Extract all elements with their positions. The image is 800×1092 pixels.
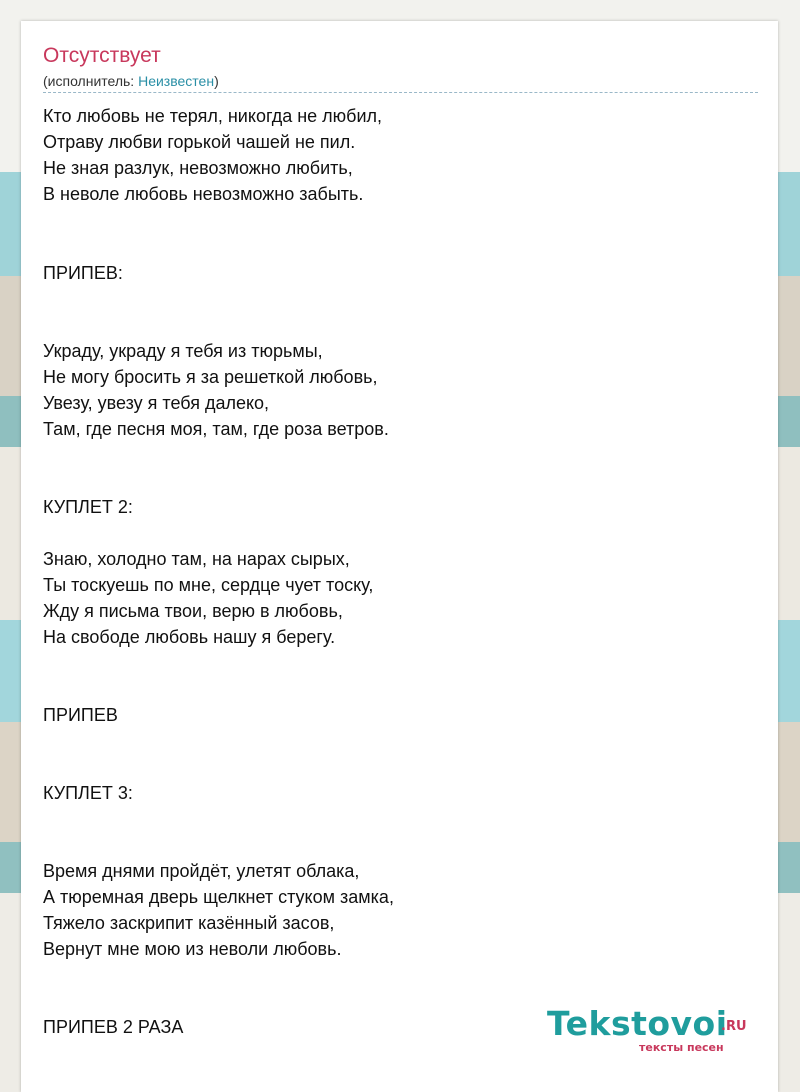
lyric-line: В неволе любовь невозможно забыть. bbox=[43, 184, 364, 204]
lyric-line: Кто любовь не терял, никогда не любил, bbox=[43, 106, 383, 126]
artist-prefix: (исполнитель: bbox=[43, 73, 139, 89]
section-heading: КУПЛЕТ 3: bbox=[43, 783, 133, 803]
section-heading: КУПЛЕТ 2: bbox=[43, 497, 133, 517]
lyric-line: Время днями пройдёт, улетят облака, bbox=[43, 861, 360, 881]
site-logo[interactable] bbox=[547, 1004, 757, 1064]
lyric-line: Не могу бросить я за решеткой любовь, bbox=[43, 367, 378, 387]
section-heading: ПРИПЕВ 2 РАЗА bbox=[43, 1017, 184, 1037]
lyric-line: Там, где песня моя, там, где роза ветров. bbox=[43, 419, 389, 439]
lyric-line: Тяжело заскрипит казённый засов, bbox=[43, 913, 335, 933]
lyric-line: На свободе любовь нашу я берегу. bbox=[43, 627, 336, 647]
lyric-line: А тюремная дверь щелкнет стуком замка, bbox=[43, 887, 394, 907]
lyric-line: Отраву любви горькой чашей не пил. bbox=[43, 132, 356, 152]
artist-suffix: ) bbox=[214, 73, 219, 89]
lyrics-sheet bbox=[21, 21, 778, 1092]
lyric-line: Украду, украду я тебя из тюрьмы, bbox=[43, 341, 323, 361]
logo-domain: .RU bbox=[721, 1019, 747, 1034]
logo-tagline: тексты песен bbox=[639, 1041, 724, 1054]
section-heading: ПРИПЕВ: bbox=[43, 263, 123, 283]
artist-line bbox=[43, 72, 219, 90]
lyric-line: Увезу, увезу я тебя далеко, bbox=[43, 393, 270, 413]
logo-wordmark: Tekstovoi bbox=[547, 1004, 728, 1043]
song-title: Отсутствует bbox=[43, 44, 161, 67]
lyric-line: Вернут мне мою из неволи любовь. bbox=[43, 939, 342, 959]
lyric-line: Жду я письма твои, верю в любовь, bbox=[43, 601, 343, 621]
lyric-line: Ты тоскуешь по мне, сердце чует тоску, bbox=[43, 575, 374, 595]
section-heading: ПРИПЕВ bbox=[43, 705, 118, 725]
artist-link[interactable]: Неизвестен bbox=[138, 73, 215, 89]
lyric-line: Знаю, холодно там, на нарах сырых, bbox=[43, 549, 350, 569]
lyric-line: Не зная разлук, невозможно любить, bbox=[43, 158, 353, 178]
title-divider bbox=[43, 92, 758, 93]
